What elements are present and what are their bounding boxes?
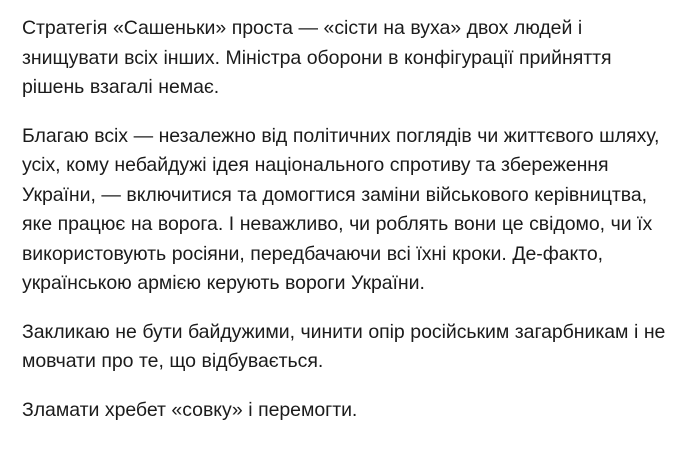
paragraph-3: Закликаю не бути байдужими, чинити опір російським загарбникам і не мовчати про те, що відбувається. [22, 320, 666, 372]
paragraph-2: Благаю всіх — незалежно від політичних поглядів чи життєвого шляху, усіх, кому небайдужі ідея національного спротиву та збереження України, — включитися та домогтися заміни військового керівництва, яке працює на ворога. І неважливо, чи роблять вони це свідомо, чи їх використовують росіяни, передбачаючи всі їхні кроки. Де-факто, українською армією керують вороги України. [22, 124, 660, 294]
paragraph-1: Стратегія «Сашеньки» проста — «сісти на вуха» двох людей і знищувати всіх інших. Міністра оборони в конфігурації прийняття рішень взагалі немає. [22, 17, 612, 98]
paragraph-4: Зламати хребет «совку» і перемогти. [22, 398, 358, 421]
